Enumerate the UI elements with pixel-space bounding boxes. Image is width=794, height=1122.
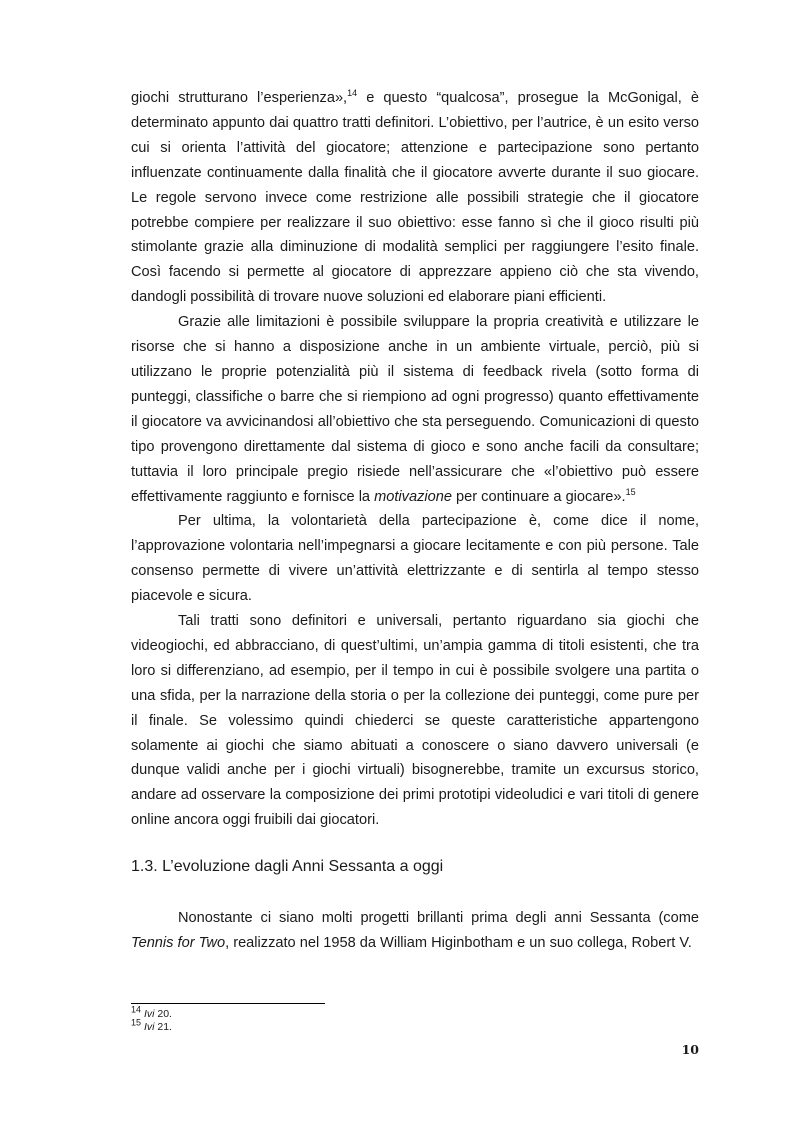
paragraph-p1 — [131, 86, 699, 310]
text-run: e questo “qualcosa”, prosegue la McGonigal, è determinato appunto dai quattro tratti definitori. L’obiettivo, per l’autrice, è un esito verso cui si orienta l’attività del giocatore; attenzione e partecipazione sono pertanto influenzate continuamente dalla finalità che il giocatore avverte durante il suo giocare. Le regole servono invece come restrizione alle possibili strategie che il giocatore potrebbe compiere per realizzare il suo obiettivo: esse fanno sì che il gioco risulti più stimolante grazie alla diminuzione di modalità semplici per raggiungere l’esito finale. Così facendo si permette al giocatore di apprezzare appieno ciò che sta vivendo, dandogli possibilità di trovare nuove soluzioni ed elaborare piani efficienti. — [131, 90, 699, 306]
footnote-separator — [131, 1003, 325, 1004]
text-run: Nonostante ci siano molti progetti brillanti prima degli anni Sessanta (come — [178, 910, 699, 927]
footnotes — [131, 1004, 172, 1034]
text-run: giochi strutturano l’esperienza», — [131, 90, 348, 106]
italic-text: Tennis for Two — [131, 935, 226, 952]
text-run: , realizzato nel 1958 da William Higinbotham e un suo collega, Robert V. — [225, 935, 692, 952]
footnote-number: 14 — [131, 1004, 142, 1015]
paragraph-p3 — [131, 509, 699, 609]
footnote-page: 21. — [157, 1021, 172, 1033]
footnote-reference: 14 — [347, 88, 358, 99]
footnote-page: 20. — [157, 1008, 172, 1020]
footnote-15 — [131, 1017, 172, 1034]
text-run: Grazie alle limitazioni è possibile sviluppare la propria creatività e utilizzare le risorse che si hanno a disposizione anche in un ambiente virtuale, perciò, più si utilizzano le proprie potenzialità più il sistema di feedback rivela (sotto forma di punteggi, classifiche o barre che si riempiono ad ogni progresso) quanto effettivamente il giocatore va avvicinandosi all’obiettivo che sta perseguendo. Comunicazioni di questo tipo provengono direttamente dal sistema di gioco e sono anche facili da consultare; tuttavia il loro principale pregio risiede nell’assicurare che «l’obiettivo può essere effettivamente raggiunto e fornisce la — [131, 314, 699, 505]
text-run: per continuare a giocare». — [451, 488, 626, 505]
italic-text: motivazione — [374, 488, 452, 505]
footnote-reference: 15 — [625, 486, 636, 497]
body-text-after-heading — [131, 906, 699, 956]
page-body — [131, 86, 699, 956]
paragraph-p5 — [131, 906, 699, 956]
footnote-ref: Ivi — [143, 1008, 155, 1020]
footnote-number: 15 — [131, 1017, 142, 1028]
paragraph-p2 — [131, 310, 699, 509]
text-run: Per ultima, la volontarietà della partecipazione è, come dice il nome, l’approvazione volontaria nell’impegnarsi a giocare lecitamente e con più persone. Tale consenso permette di vivere un’attività elettrizzante e di sentirla al tempo stesso piacevole e sicura. — [131, 513, 699, 605]
section-heading: 1.3. L’evoluzione dagli Anni Sessanta a oggi — [131, 858, 444, 876]
paragraph-p4 — [131, 609, 699, 833]
footnote-ref: Ivi — [143, 1021, 155, 1033]
page-number: 10 — [681, 1042, 699, 1057]
text-run: Tali tratti sono definitori e universali, pertanto riguardano sia giochi che videogiochi, ed abbracciano, di quest’ultimi, un’ampia gamma di titoli esistenti, che tra loro si differenziano, ad esempio, per il tempo in cui è possibile svolgere una partita o una sfida, per la narrazione della storia o per la collezione dei punteggi, come pure per il finale. Se volessimo quindi chiederci se queste caratteristiche appartengono solamente ai giochi che siamo abituati a conoscere o siano davvero universali (e dunque validi anche per i giochi virtuali) bisognerebbe, tramite un excursus storico, andare ad osservare la composizione dei primi prototipi videoludici e vari titoli di genere online ancora oggi fruibili dai giocatori. — [131, 613, 699, 829]
body-text-before-heading — [131, 86, 699, 833]
